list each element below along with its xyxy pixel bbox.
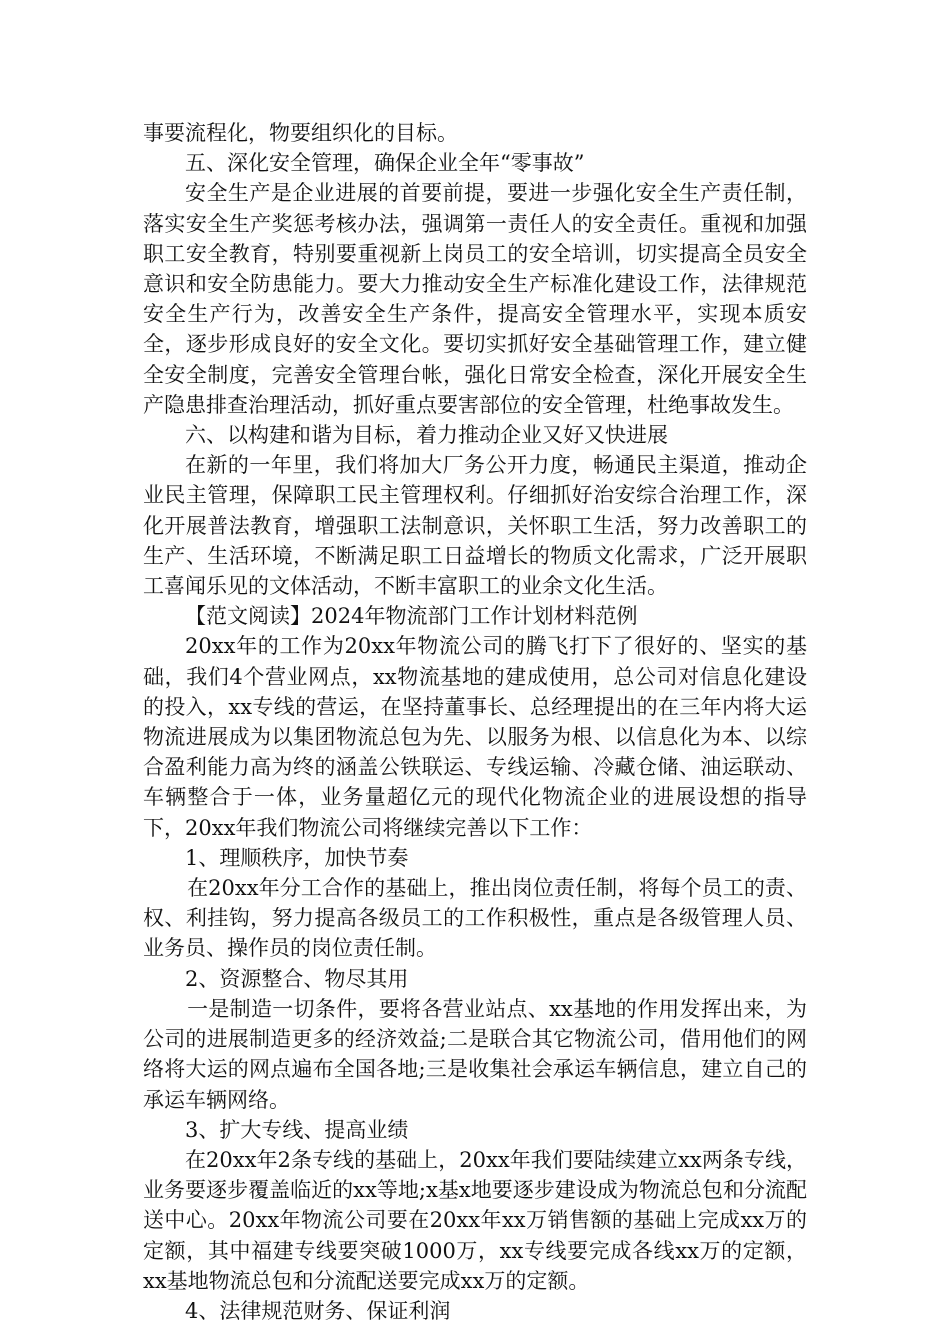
section-heading-safety: 五、深化安全管理，确保企业全年“零事故”: [185, 151, 585, 176]
document-body: [143, 118, 807, 1326]
paragraph-harmony: 在新的一年里，我们将加大厂务公开力度，畅通民主渠道，推动企业民主管理，保障职工民主管理权利。仔细抓好治安综合治理工作，深化开展普法教育，增强职工法制意识，关怀职工生活，努力改善职工的生产、生活环境，不断满足职工日益增长的物质文化需求，广泛开展职工喜闻乐见的文体活动，不断丰富职工的业余文化生活。: [143, 453, 807, 599]
item-paragraph-1: 在20xx年分工合作的基础上，推出岗位责任制，将每个员工的责、权、利挂钩，努力提高各级员工的工作积极性，重点是各级管理人员、业务员、操作员的岗位责任制。: [143, 876, 807, 961]
item-paragraph-3: 在20xx年2条专线的基础上，20xx年我们要陆续建立xx两条专线，业务要逐步覆盖临近的xx等地;x基x地要逐步建设成为物流总包和分流配送中心。20xx年物流公司要在20xx年xx万销售额的基础上完成xx万的定额，其中福建专线要突破1000万，xx专线要完成各线xx万的定额，xx基地物流总包和分流配送要完成xx万的定额。: [143, 1147, 807, 1293]
paragraph-logistics-intro: 20xx年的工作为20xx年物流公司的腾飞打下了很好的、坚实的基础，我们4个营业网点，xx物流基地的建成使用，总公司对信息化建设的投入，xx专线的营运，在坚持董事长、总经理提出的在三年内将大运物流进展成为以集团物流总包为先、以服务为根、以信息化为本、以综合盈利能力高为终的涵盖公铁联运、专线运输、冷藏仓储、油运联动、车辆整合于一体，业务量超亿元的现代化物流企业的进展设想的指导下，20xx年我们物流公司将继续完善以下工作：: [143, 634, 807, 840]
item-paragraph-2: 一是制造一切条件，要将各营业站点、xx基地的作用发挥出来，为公司的进展制造更多的经济效益;二是联合其它物流公司，借用他们的网络将大运的网点遍布全国各地;三是收集社会承运车辆信息，建立自己的承运车辆网络。: [143, 996, 807, 1112]
item-heading-2: 2、资源整合、物尽其用: [185, 966, 409, 991]
section-heading-harmony: 六、以构建和谐为目标，着力推动企业又好又快进展: [185, 423, 668, 448]
item-heading-3: 3、扩大专线、提高业绩: [185, 1117, 409, 1142]
sample-title: 【范文阅读】2024年物流部门工作计划材料范例: [185, 604, 638, 629]
paragraph-safety: 安全生产是企业进展的首要前提，要进一步强化安全生产责任制，落实安全生产奖惩考核办法，强调第一责任人的安全责任。重视和加强职工安全教育，特别要重视新上岗员工的安全培训，切实提高全员安全意识和安全防患能力。要大力推动安全生产标准化建设工作，法律规范安全生产行为，改善安全生产条件，提高安全管理水平，实现本质安全，逐步形成良好的安全文化。要切实抓好安全基础管理工作，建立健全安全制度，完善安全管理台帐，强化日常安全检查，深化开展安全生产隐患排查治理活动，抓好重点要害部位的安全管理，杜绝事故发生。: [143, 181, 807, 417]
item-heading-1: 1、理顺秩序，加快节奏: [185, 845, 409, 870]
item-heading-4: 4、法律规范财务、保证利润: [185, 1298, 451, 1323]
paragraph-continuation: 事要流程化，物要组织化的目标。: [143, 121, 458, 145]
